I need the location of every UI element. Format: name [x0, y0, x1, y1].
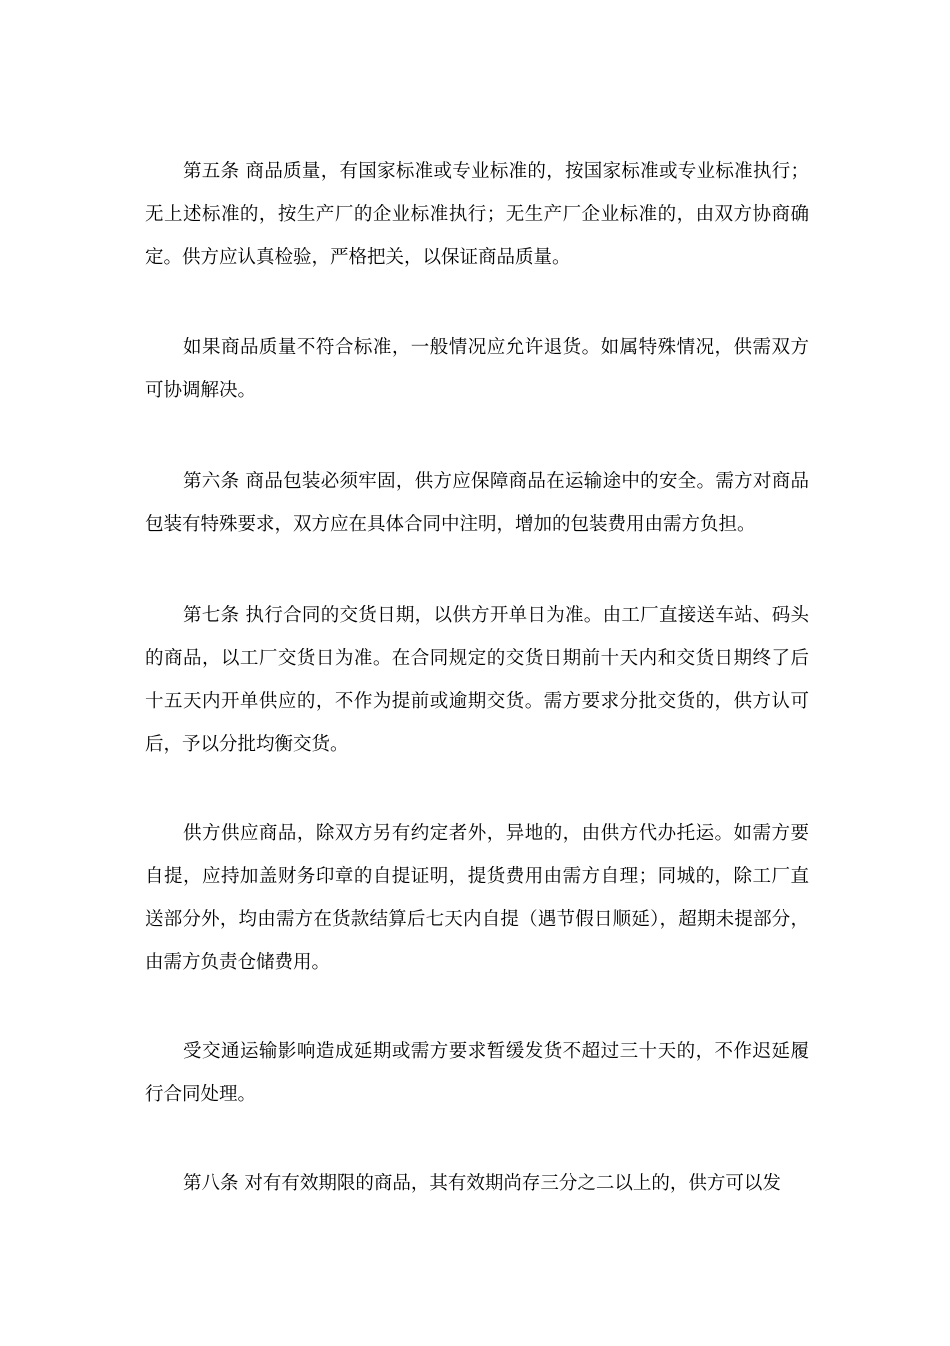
paragraph-transport-delay: 受交通运输影响造成延期或需方要求暂缓发货不超过三十天的，不作迟延履行合同处理。 — [145, 1041, 809, 1105]
paragraph-article-8: 第八条 对有有效期限的商品，其有效期尚存三分之二以上的，供方可以发 — [183, 1173, 781, 1194]
paragraph-shipping: 供方供应商品，除双方另有约定者外，异地的，由供方代办托运。如需方要自提，应持加盖财务印章的自提证明，提货费用由需方自理；同城的，除工厂直送部分外，均由需方在货款结算后七天内自提（遇节假日顺延），超期未提部分，由需方负责仓储费用。 — [145, 823, 809, 973]
paragraph-article-6: 第六条 商品包装必须牢固，供方应保障商品在运输途中的安全。需方对商品包装有特殊要求，双方应在具体合同中注明，增加的包装费用由需方负担。 — [145, 471, 809, 535]
paragraph-article-5: 第五条 商品质量，有国家标准或专业标准的，按国家标准或专业标准执行；无上述标准的，按生产厂的企业标准执行；无生产厂企业标准的，由双方协商确定。供方应认真检验，严格把关，以保证商品质量。 — [145, 161, 809, 268]
paragraph-quality-return: 如果商品质量不符合标准，一般情况应允许退货。如属特殊情况，供需双方可协调解决。 — [145, 337, 809, 401]
paragraph-article-7: 第七条 执行合同的交货日期，以供方开单日为准。由工厂直接送车站、码头的商品，以工厂交货日为准。在合同规定的交货日期前十天内和交货日期终了后十五天内开单供应的，不作为提前或逾期交货。需方要求分批交货的，供方认可后，予以分批均衡交货。 — [145, 605, 809, 755]
